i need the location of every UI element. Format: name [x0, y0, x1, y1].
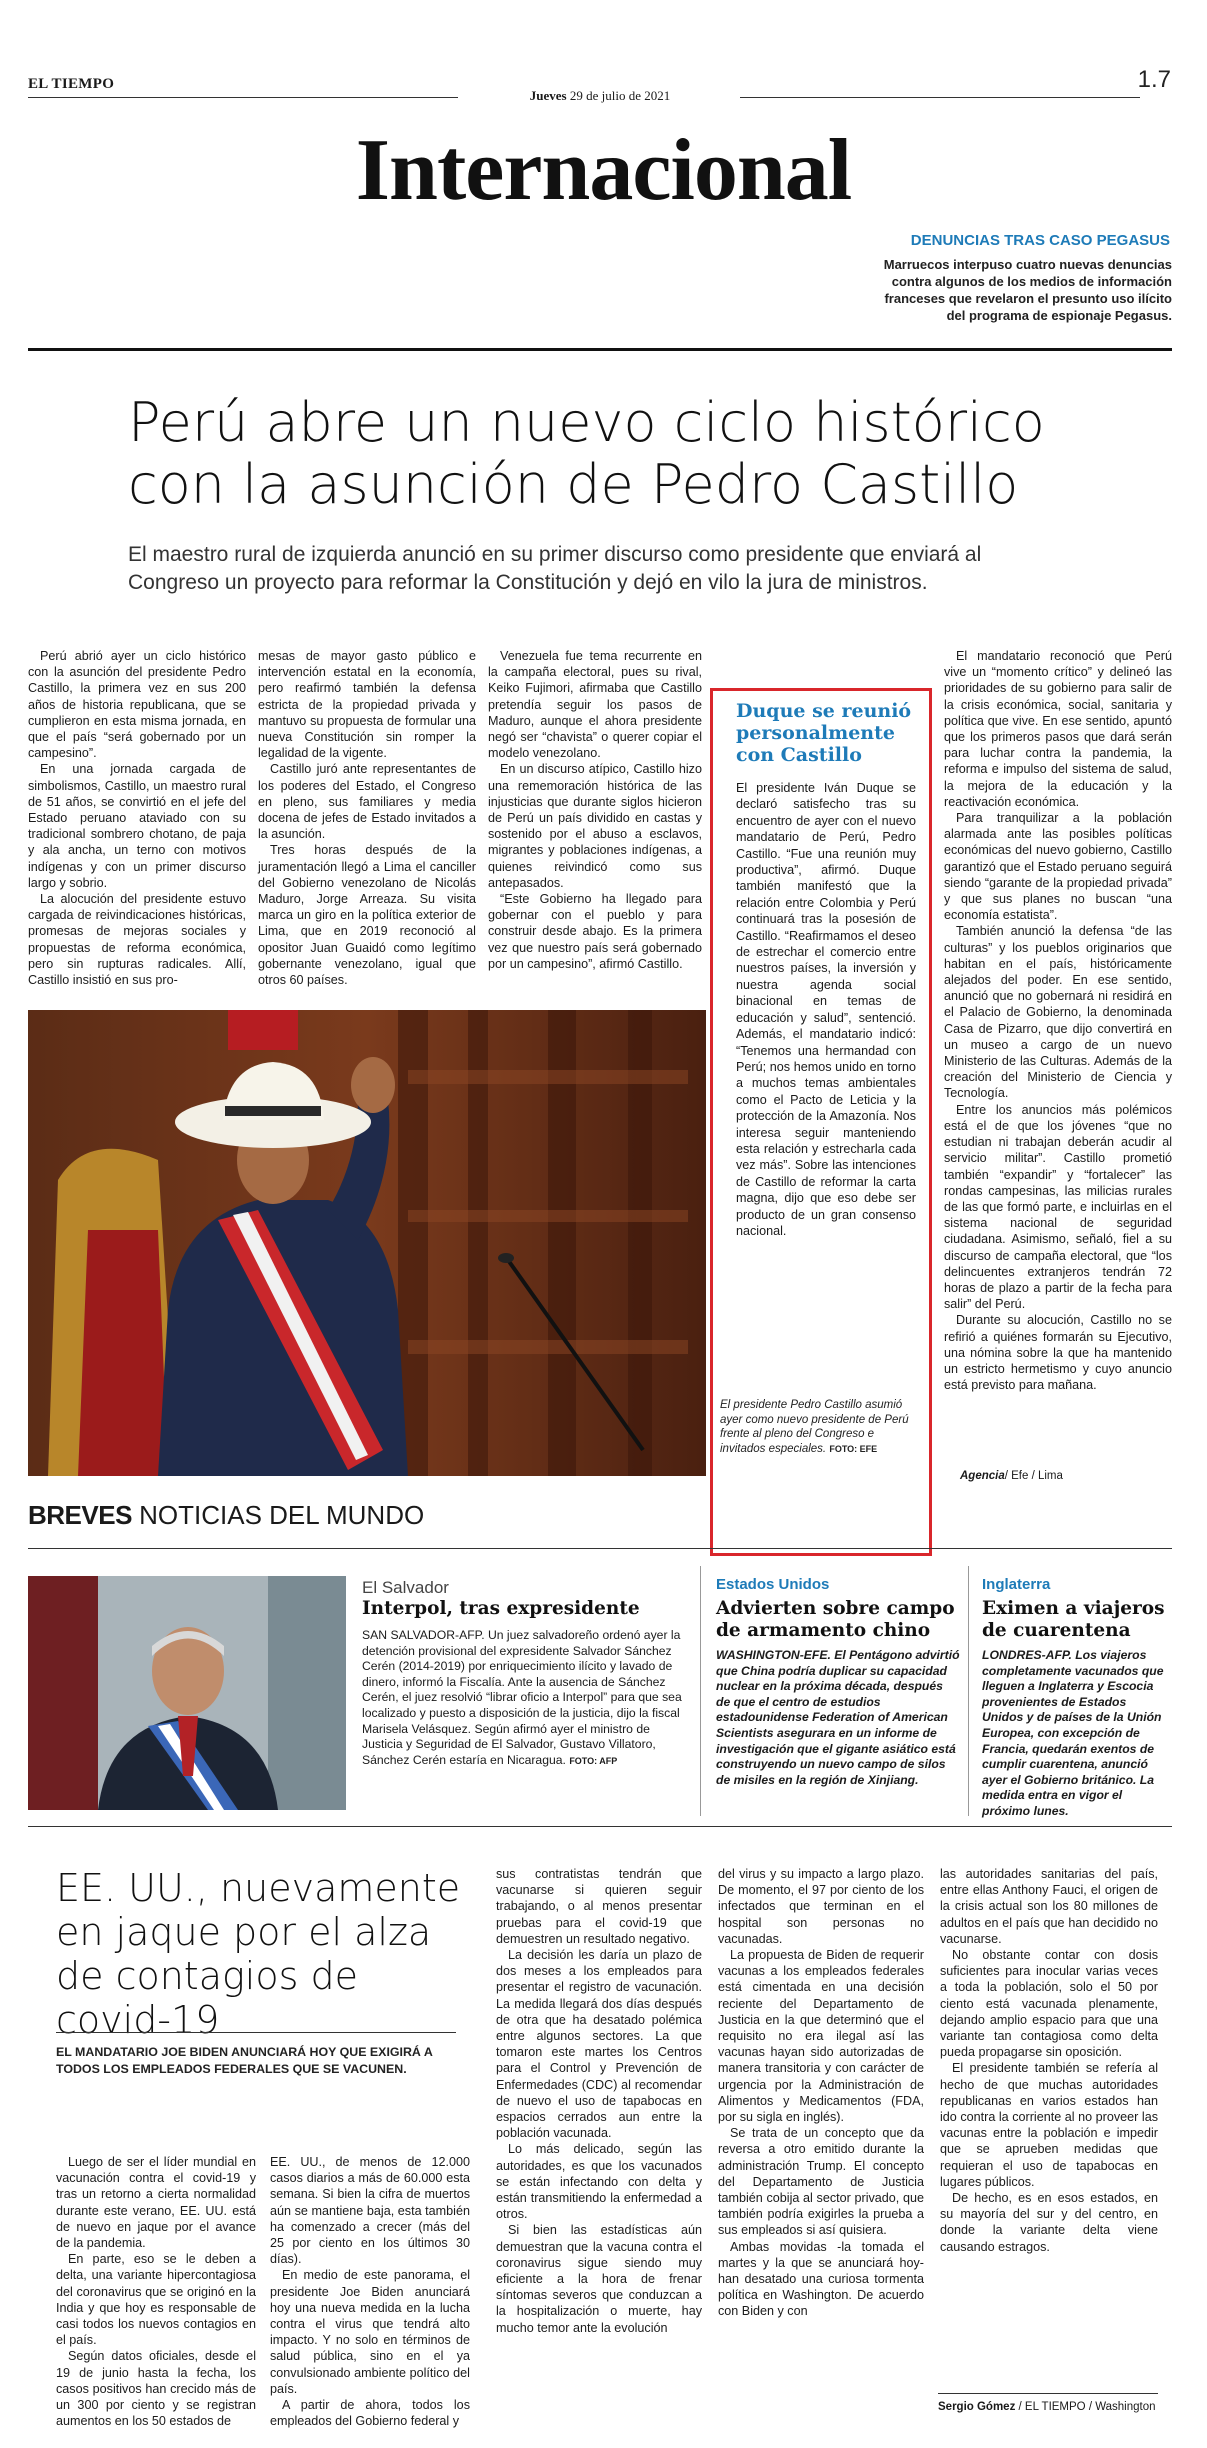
main-photo [28, 1010, 706, 1476]
main-column-5 [944, 648, 1172, 1393]
brief-text: SAN SALVADOR-AFP. Un juez salvadoreño ordenó ayer la detención provisional del expresidente Salvador Sánchez Cerén (2014-2019) por enriquecimiento ilícito y lavado de dinero, informó la Fiscalía. Ante la ausencia de Sánchez Cerén, el juez resolvió “librar oficio a Interpol” para que sea localizado y puesto a disposición de la justicia, dijo la fiscal Marisela Velásquez. Según afirmó ayer el ministro de Justicia y Seguridad de El Salvador, Gustavo Villatoro, Sánchez Cerén estaría en Nicaragua. [362, 1628, 682, 1767]
bottom-credit [938, 2400, 1158, 2414]
paragraph: Luego de ser el líder mundial en vacunación contra el covid-19 y tras un retorno a cierta normalidad durante este verano, EE. UU. está de nuevo en jaque por el avance de la pandemia. [56, 2155, 256, 2251]
paragraph: El presidente también se refería al hecho de que muchas autoridades republicanas en varios estados han ido contra la corriente al no proveer las vacunas entre la población e impedir que se aprueben medidas que requieran el uso de tapabocas en lugares públicos. [940, 2061, 1158, 2189]
credit-rule [938, 2393, 1158, 2394]
bottom-column-5 [940, 1866, 1158, 2255]
paragraph: Según datos oficiales, desde el 19 de junio hasta la fecha, los casos positivos han crecido más de un 300 por ciento y se registran aumentos en los 50 estados de [56, 2349, 256, 2429]
paragraph: Venezuela fue tema recurrente en la campaña electoral, pues su rival, Keiko Fujimori, afirmaba que Castillo pretendía seguir los pasos de Maduro, aunque el ahora presidente negó ser “chavista” o querer copiar el modelo venezolano. [488, 649, 702, 761]
bottom-column-1 [56, 2154, 256, 2429]
header-rule-right [740, 97, 1140, 98]
main-column-2 [258, 648, 476, 988]
paragraph: las autoridades sanitarias del país, entre ellas Anthony Fauci, el origen de la crisis actual son los 80 millones de adultos en el país que han decidido no vacunarse. [940, 1867, 1158, 1946]
paragraph: La decisión les daría un plazo de dos meses a los empleados para presentar el registro de vacunación. La medida llegará dos días después de otra que ha desatado polémica entre algunos sectores. La que tomaron este martes los Centros para el Control y Prevención de Enfermedades (CDC) al recomendar de nuevo el uso de tapabocas en espacios cerrados aun entre la población vacunada. [496, 1948, 702, 2141]
brief-tag-el-salvador: El Salvador [362, 1578, 449, 1597]
alert-headline: DENUNCIAS TRAS CASO PEGASUS [910, 232, 1170, 249]
paragraph: En parte, eso se le deben a delta, una variante hipercontagiosa del coronavirus que se originó en la India y que hoy es responsable de casi todos los nuevos contagios en el país. [56, 2252, 256, 2348]
main-deck: El maestro rural de izquierda anunció en su primer discurso como presidente que enviará al Congreso un proyecto para reformar la Constitución y dejó en vilo la jura de ministros. [128, 543, 982, 594]
breves-bottom-divider [28, 1826, 1172, 1827]
main-column-1 [28, 648, 246, 988]
paragraph: La propuesta de Biden de requerir vacunas a los empleados federales está cimentada en una decisión reciente del Departamento de Justicia en la que determinó que el requisito no era ilegal así las vacunas hayan sido autorizadas de manera transitoria y con carácter de urgencia por la Administración de Alimentos y Medicamentos (FDA, por su sigla en inglés). [718, 1948, 924, 2125]
paragraph: Para tranquilizar a la población alarmada ante las posibles políticas económicas del nuevo gobierno, Castillo garantizó que el Estado peruano seguirá siendo “garante de la propiedad privada” y que sus planes no buscan “una economía estatista”. [944, 811, 1172, 923]
bottom-column-3 [496, 1866, 702, 2336]
paragraph: El mandatario reconoció que Perú vive un “momento crítico” y delineó las prioridades de su gobierno para salir de la crisis económica, social, sanitaria y política que vive. En ese sentido, apuntó que los primeros pasos que dará serán para luchar contra la pandemia, la reforma e impulso del sistema de salud, la mejora de la educación y la reactivación económica. [944, 649, 1172, 809]
main-headline [128, 392, 1108, 516]
column-rule [700, 1566, 701, 1816]
header-rule-left [28, 97, 458, 98]
credit-outlet: / EL TIEMPO / Washington [1015, 2401, 1156, 2413]
breves-title-bold: BREVES [28, 1500, 132, 1530]
paragraph: La alocución del presidente estuvo cargada de reivindicaciones históricas, promesas de mejoras sociales y propuestas de reforma económica, pero sin rupturas radicales. Allí, Castillo insistió en sus pro- [28, 892, 246, 988]
paragraph: Castillo juró ante representantes de los poderes del Estado, el Congreso en pleno, sus familiares y media docena de jefes de Estado invitados a la asunción. [258, 762, 476, 842]
paragraph: No obstante contar con dosis suficientes para inocular varias veces a toda la población, solo el 50 por ciento está vacunada plenamente, dejando amplio espacio para que una variante tan contagiosa como delta pueda propagarse sin oposición. [940, 1948, 1158, 2060]
brief-body-el-salvador [362, 1628, 684, 1769]
bottom-headline: EE. UU., nuevamente en jaque por el alza de contagios de covid-19 [56, 1866, 461, 2042]
breves-title [28, 1500, 424, 1531]
paragraph: Tres horas después de la juramentación llegó a Lima el canciller del Gobierno venezolano de Nicolás Maduro, Jorge Arreaza. Su visita marca un giro en la política exterior de Lima, que en 2019 reconoció al opositor Juan Guaidó como legítimo gobernante venezolano, igual que otros 60 países. [258, 843, 476, 988]
credit-rest: / Efe / Lima [1004, 1470, 1063, 1482]
paragraph: A partir de ahora, todos los empleados del Gobierno federal y [270, 2398, 470, 2429]
main-column-3 [488, 648, 702, 972]
dateline [400, 88, 800, 104]
column-rule [968, 1566, 969, 1816]
brief-headline-estados-unidos: Advierten sobre campo de armamento chino [716, 1598, 955, 1641]
paragraph: En un discurso atípico, Castillo hizo una rememoración histórica de las injusticias que durante siglos hicieron de Perú un país dividido en castas y sostenido por el abuso a esclavos, migrantes y poblaciones indígenas, a quienes reivindicó como sus antepasados. [488, 762, 702, 890]
brief-credit: FOTO: AFP [569, 1755, 618, 1766]
brief-tag-estados-unidos: Estados Unidos [716, 1576, 830, 1593]
paragraph: sus contratistas tendrán que vacunarse si quieren seguir trabajando, o al menos presentar pruebas para el covid-19 que demuestren un resultado negativo. [496, 1867, 702, 1946]
paragraph: En una jornada cargada de simbolismos, Castillo, un maestro rural de 51 años, se convirtió en el jefe del Estado peruano ataviado con su tradicional sombrero chotano, de paja y ala ancha, un terno con motivos indígenas y con un primer discurso largo y sobrio. [28, 762, 246, 890]
credit-label: Agencia [960, 1470, 1005, 1482]
breves-title-rest: NOTICIAS DEL MUNDO [131, 1500, 425, 1530]
paragraph: Durante su alocución, Castillo no se refirió a quiénes formarán su Ejecutivo, una nómina sobre la que ha mantenido un estricto hermetismo y cuyo anuncio está previsto para mañana. [944, 1313, 1172, 1393]
paragraph: Se trata de un concepto que da reversa a otro emitido durante la administración Trump. El concepto del Departamento de Justicia también cobija al sector privado, que también podría exigirles la prueba a sus empleados si así quisiera. [718, 2126, 924, 2238]
paragraph: En medio de este panorama, el presidente Joe Biden anunciará hoy una nueva medida en la lucha contra el virus que tendrá alto impacto. Y no solo en términos de salud pública, sino en el ya convulsionado ambiente político del país. [270, 2268, 470, 2396]
dateline-day: Jueves [529, 88, 567, 103]
paragraph: mesas de mayor gasto público e intervención estatal en la economía, pero reafirmó también la defensa estricta de la propiedad privada y mantuvo su propuesta de formular una nueva Constitución sin romper la legalidad de la vigente. [258, 649, 476, 761]
paragraph: “Este Gobierno ha llegado para gobernar con el pueblo y para construir desde abajo. Es la primera vez que nuestro país será gobernado por un campesino”, afirmó Castillo. [488, 892, 702, 971]
article-credit [960, 1470, 1063, 1482]
brief-body-inglaterra: LONDRES-AFP. Los viajeros completamente vacunados que lleguen a Inglaterra y Escocia provenientes de Estados Unidos y de países de la Unión Europea, con excepción de Francia, quedarán exentos de cumplir cuarentena, anunció ayer el Gobierno británico. La medida entra en vigor el próximo lunes. [982, 1648, 1164, 1818]
photo-sanchez-ceren [28, 1576, 346, 1810]
paragraph: Ambas movidas -la tomada el martes y la que se anunciará hoy- han desatado una curiosa tormenta política en Washington. De acuerdo con Biden y con [718, 2239, 924, 2319]
paragraph: Perú abrió ayer un ciclo histórico con la asunción del presidente Pedro Castillo, la primera vez en sus 200 años de historia republicana, que se cumplieron en esta misma jornada, en que el país “será gobernado por un campesino”. [28, 649, 246, 761]
paragraph: del virus y su impacto a largo plazo. De momento, el 97 por ciento de los infectados que terminan en el hospital son personas no vacunadas. [718, 1867, 924, 1946]
bottom-deck: EL MANDATARIO JOE BIDEN ANUNCIARÁ HOY QUE EXIGIRÁ A TODOS LOS EMPLEADOS FEDERALES QUE SE VACUNEN. [56, 2045, 433, 2076]
sidebar-headline: Duque se reunió personalmente con Castillo [736, 700, 912, 766]
section-divider [28, 348, 1172, 351]
paragraph: También anunció la defensa “de las culturas” y los pueblos originarios que habitan en el país, históricamente alejados del poder. En ese sentido, anunció que no gobernará ni residirá en el Palacio de Gobierno, la denominada Casa de Pizarro, que dijo convertirá en un museo a cargo de un nuevo Ministerio de las Culturas. Además de la creación del Ministerio de Ciencia y Tecnología. [944, 924, 1172, 1101]
caption-text: El presidente Pedro Castillo asumió ayer como nuevo presidente de Perú frente al pleno del Congreso e invitados especiales. [720, 1399, 909, 1455]
photo-castillo-waving [28, 1010, 706, 1476]
dateline-date: 29 de julio de 2021 [569, 88, 671, 103]
alert-text: Marruecos interpuso cuatro nuevas denuncias contra algunos de los medios de información franceses que revelaron el presunto uso ilícito del programa de espionaje Pegasus. [883, 257, 1172, 323]
bottom-column-2 [270, 2154, 470, 2429]
photo-caption [720, 1398, 920, 1456]
brief-body-estados-unidos: WASHINGTON-EFE. El Pentágono advirtió que China podría duplicar su capacidad nuclear en la próxima década, después de que el centro de estudios estadounidense Federation of American Scientists asegurara en un informe de investigación que el gigante asiático está construyendo un nuevo campo de silos de misiles en la región de Xinjiang. [716, 1648, 960, 1787]
brief-headline-inglaterra: Eximen a viajeros de cuarentena [982, 1598, 1165, 1641]
section-title: Internacional [355, 122, 852, 219]
main-headline-line2: con la asunción de Pedro Castillo [128, 453, 1019, 516]
credit-author: Sergio Gómez [938, 2401, 1016, 2413]
caption-credit: FOTO: EFE [829, 1443, 878, 1454]
page-number: 1.7 [1137, 66, 1171, 93]
main-headline-line1: Perú abre un nuevo ciclo histórico [128, 391, 1045, 454]
breves-divider [28, 1548, 1172, 1549]
sidebar-body: El presidente Iván Duque se declaró satisfecho tras su encuentro de ayer con el nuevo mandatario de Perú, Pedro Castillo. “Fue una reunión muy productiva”, afirmó. Duque también manifestó que la relación entre Colombia y Perú continuará tras la posesión de Castillo. “Reafirmamos el deseo de estrechar el comercio entre nuestros países, la inversión y nuestra agenda social binacional en temas de educación y salud”, sentenció. Además, el mandatario indicó: “Tenemos una hermandad con Perú; nos hemos unido en torno a muchos temas ambientales como el Pacto de Leticia y la protección de la Amazonía. Nos interesa seguir manteniendo esta relación y estrecharla cada vez más”. Sobre las intenciones de Castillo de reformar la carta magna, dijo que eso debe ser producto de un gran consenso nacional. [736, 781, 916, 1238]
paragraph: Lo más delicado, según las autoridades, es que los vacunados se están infectando con delta y están transmitiendo la enfermedad a otros. [496, 2142, 702, 2222]
paragraph: Si bien las estadísticas aún demuestran que la vacuna contra el coronavirus sigue siendo muy eficiente a la hora de frenar síntomas severos que conduzcan a la hospitalización o muerte, hay mucho temor ante la evolución [496, 2223, 702, 2335]
brief-photo [28, 1576, 346, 1810]
deck-rule [56, 2032, 456, 2033]
paragraph: De hecho, es en esos estados, en su mayoría del sur y del centro, en donde la variante delta viene causando estragos. [940, 2191, 1158, 2254]
paragraph: EE. UU., de menos de 12.000 casos diarios a más de 60.000 esta semana. Si bien la cifra de muertos aún se mantiene baja, esta también ha comenzado a crecer (más del 25 por ciento en los últimos 30 días). [270, 2155, 470, 2267]
brief-tag-inglaterra: Inglaterra [982, 1576, 1051, 1593]
brief-headline-el-salvador: Interpol, tras expresidente [362, 1598, 640, 1619]
paragraph: Entre los anuncios más polémicos está el de que los jóvenes “que no estudian ni trabajan deberán acudir al servicio militar”. Castillo prometió también “expandir” y “fortalecer” las rondas campesinas, las milicias rurales de las que formó parte, e incluirlas en el sistema nacional de seguridad ciudadana. Asimismo, señaló, fiel a su discurso de campaña electoral, que “los delincuentes extranjeros tendrán 72 horas de plazo a partir de la fecha para salir” del Perú. [944, 1102, 1172, 1312]
bottom-column-4 [718, 1866, 924, 2320]
brand-logo: EL TIEMPO [28, 76, 115, 92]
